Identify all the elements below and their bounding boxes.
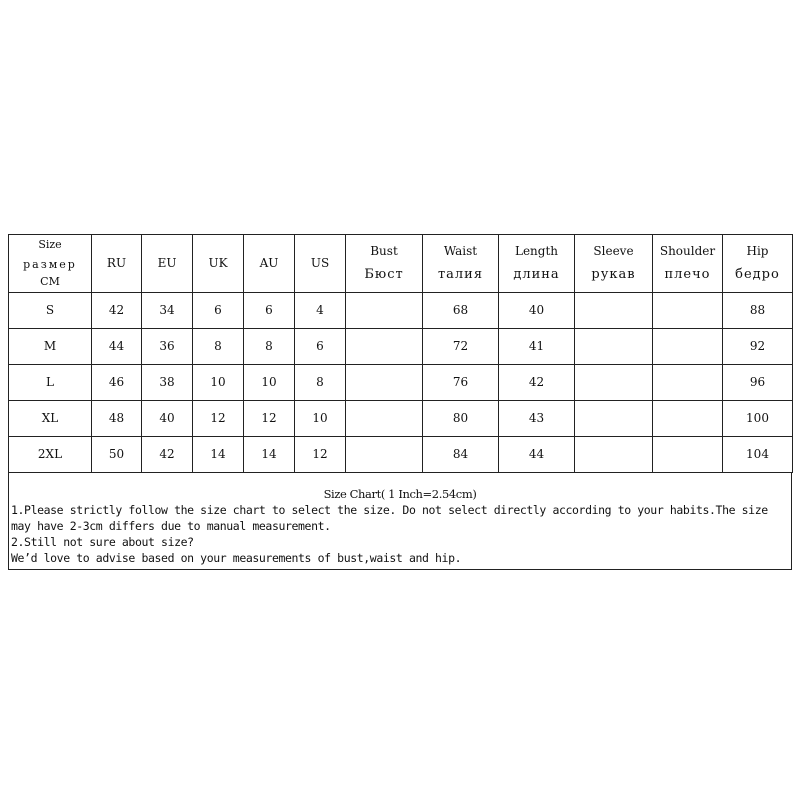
notes-line-2: 2.Still not sure about size? bbox=[11, 535, 194, 549]
cell-hip: 104 bbox=[723, 437, 793, 473]
cell-au: 8 bbox=[244, 329, 295, 365]
header-size-cm: CM bbox=[40, 275, 60, 289]
cell-ru: 46 bbox=[92, 365, 142, 401]
header-waist-ru: талия bbox=[437, 266, 484, 282]
header-size-ru: размер bbox=[23, 257, 77, 271]
table-header-row bbox=[9, 235, 793, 293]
cell-eu: 36 bbox=[142, 329, 193, 365]
cell-length: 40 bbox=[499, 293, 575, 329]
cell-au: 12 bbox=[244, 401, 295, 437]
cell-sleeve bbox=[575, 293, 653, 329]
cell-ru: 42 bbox=[92, 293, 142, 329]
header-sleeve-en: Sleeve bbox=[593, 243, 634, 258]
header-bust bbox=[346, 235, 423, 293]
cell-hip: 100 bbox=[723, 401, 793, 437]
table-row bbox=[9, 401, 793, 437]
cell-sleeve bbox=[575, 437, 653, 473]
header-shoulder-ru: плечо bbox=[664, 266, 711, 282]
cell-ru: 48 bbox=[92, 401, 142, 437]
cell-waist: 72 bbox=[423, 329, 499, 365]
cell-shoulder bbox=[653, 437, 723, 473]
cell-us: 12 bbox=[295, 437, 346, 473]
cell-waist: 84 bbox=[423, 437, 499, 473]
size-table bbox=[8, 234, 793, 473]
cell-us: 6 bbox=[295, 329, 346, 365]
cell-bust bbox=[346, 365, 423, 401]
cell-uk: 8 bbox=[193, 329, 244, 365]
cell-uk: 12 bbox=[193, 401, 244, 437]
header-hip-en: Hip bbox=[746, 243, 769, 258]
table-row bbox=[9, 329, 793, 365]
header-bust-ru: Бюст bbox=[364, 266, 404, 282]
cell-bust bbox=[346, 437, 423, 473]
cell-uk: 6 bbox=[193, 293, 244, 329]
cell-shoulder bbox=[653, 329, 723, 365]
header-waist-en: Waist bbox=[443, 243, 478, 258]
cell-hip: 92 bbox=[723, 329, 793, 365]
header-au: AU bbox=[244, 235, 295, 293]
cell-sleeve bbox=[575, 365, 653, 401]
cell-length: 42 bbox=[499, 365, 575, 401]
header-hip bbox=[723, 235, 793, 293]
cell-hip: 96 bbox=[723, 365, 793, 401]
cell-shoulder bbox=[653, 365, 723, 401]
header-waist bbox=[423, 235, 499, 293]
header-size bbox=[9, 235, 92, 293]
cell-bust bbox=[346, 293, 423, 329]
header-length bbox=[499, 235, 575, 293]
cell-waist: 80 bbox=[423, 401, 499, 437]
cell-us: 8 bbox=[295, 365, 346, 401]
cell-hip: 88 bbox=[723, 293, 793, 329]
header-bust-en: Bust bbox=[370, 243, 398, 258]
cell-bust bbox=[346, 329, 423, 365]
header-hip-ru: бедро bbox=[735, 266, 780, 282]
cell-eu: 38 bbox=[142, 365, 193, 401]
cell-length: 41 bbox=[499, 329, 575, 365]
notes-line-3: We’d love to advise based on your measurements of bust,waist and hip. bbox=[11, 551, 462, 565]
cell-size: L bbox=[9, 365, 92, 401]
header-ru: RU bbox=[92, 235, 142, 293]
table-row bbox=[9, 365, 793, 401]
cell-shoulder bbox=[653, 293, 723, 329]
header-sleeve-ru: рукав bbox=[591, 266, 636, 282]
cell-waist: 68 bbox=[423, 293, 499, 329]
cell-au: 6 bbox=[244, 293, 295, 329]
cell-shoulder bbox=[653, 401, 723, 437]
cell-size: S bbox=[9, 293, 92, 329]
cell-ru: 50 bbox=[92, 437, 142, 473]
notes-title: Size Chart( 1 Inch=2.54cm) bbox=[323, 487, 477, 501]
cell-us: 10 bbox=[295, 401, 346, 437]
cell-au: 14 bbox=[244, 437, 295, 473]
cell-sleeve bbox=[575, 401, 653, 437]
cell-bust bbox=[346, 401, 423, 437]
cell-size: 2XL bbox=[9, 437, 92, 473]
header-length-en: Length bbox=[514, 243, 559, 258]
header-size-label: Size bbox=[38, 237, 62, 251]
table-row bbox=[9, 437, 793, 473]
header-uk: UK bbox=[193, 235, 244, 293]
header-shoulder bbox=[653, 235, 723, 293]
cell-waist: 76 bbox=[423, 365, 499, 401]
cell-us: 4 bbox=[295, 293, 346, 329]
cell-uk: 10 bbox=[193, 365, 244, 401]
cell-eu: 34 bbox=[142, 293, 193, 329]
table-row bbox=[9, 293, 793, 329]
header-us: US bbox=[295, 235, 346, 293]
size-chart bbox=[8, 234, 792, 570]
cell-length: 43 bbox=[499, 401, 575, 437]
header-shoulder-en: Shoulder bbox=[659, 243, 716, 258]
cell-size: M bbox=[9, 329, 92, 365]
cell-length: 44 bbox=[499, 437, 575, 473]
cell-uk: 14 bbox=[193, 437, 244, 473]
header-eu: EU bbox=[142, 235, 193, 293]
cell-ru: 44 bbox=[92, 329, 142, 365]
cell-eu: 42 bbox=[142, 437, 193, 473]
cell-sleeve bbox=[575, 329, 653, 365]
cell-au: 10 bbox=[244, 365, 295, 401]
notes-line-1: 1.Please strictly follow the size chart to select the size. Do not select directly according to your habits.The size may have 2-3cm differs due to manual measurement. bbox=[11, 503, 768, 533]
header-sleeve bbox=[575, 235, 653, 293]
cell-eu: 40 bbox=[142, 401, 193, 437]
cell-size: XL bbox=[9, 401, 92, 437]
size-notes bbox=[8, 473, 792, 570]
header-length-ru: длина bbox=[513, 266, 560, 282]
